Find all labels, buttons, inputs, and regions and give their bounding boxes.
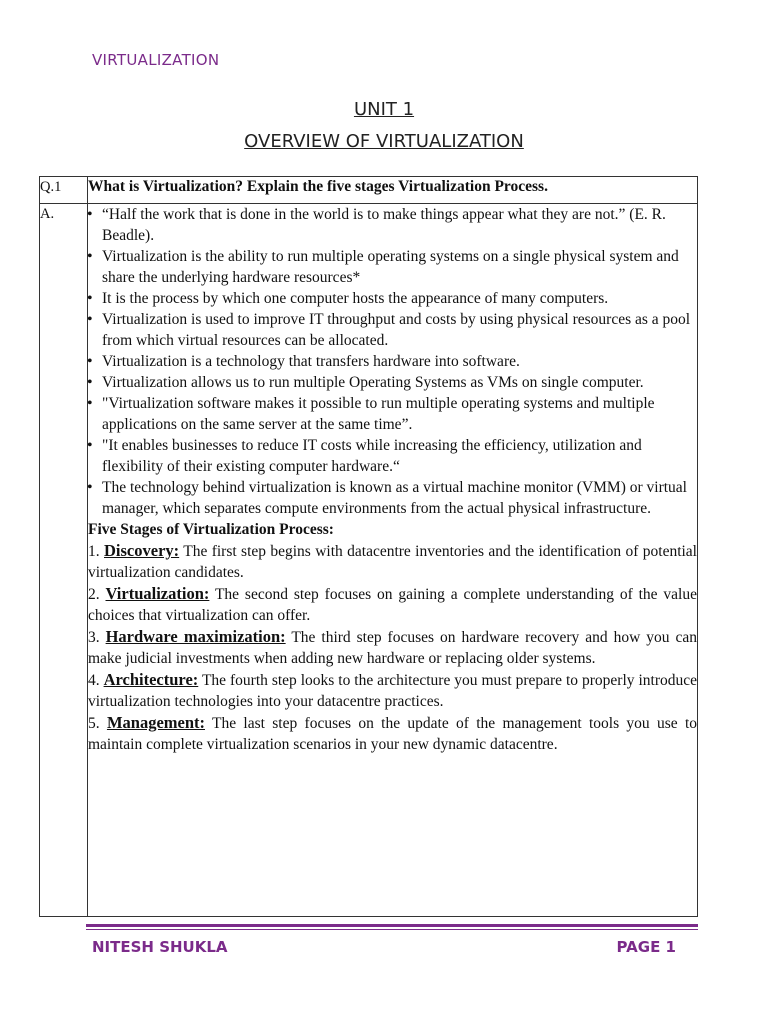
bullet-item: • Virtualization is used to improve IT throughput and costs by using physical resources as a pool from which virtual resources can be allocated. [98,309,697,351]
bullet-item: • "It enables businesses to reduce IT costs while increasing the efficiency, utilization and flexibility of their existing computer hardware.“ [98,435,697,477]
question-text: What is Virtualization? Explain the five stages Virtualization Process. [88,177,698,204]
bullet-item: • The technology behind virtualization is known as a virtual machine monitor (VMM) or virtual manager, which separates compute environments from the actual physical infrastructure. [98,477,697,519]
stage-number: 2. [88,586,106,604]
answer-body [88,204,698,917]
stage-item [88,712,697,755]
stage-text: The last step focuses on the update of the management tools you use to maintain complete virtualization scenarios in your new dynamic datacentre. [88,715,697,754]
stage-name: Hardware maximization: [105,627,286,647]
header-title: VIRTUALIZATION [92,51,220,69]
bullet-item: • “Half the work that is done in the world is to make things appear what they are not.” (E. R. Beadle). [98,204,697,246]
question-number: Q.1 [40,177,88,204]
stage-name: Discovery: [104,541,180,561]
stages-heading: Five Stages of Virtualization Process: [88,521,334,539]
stage-number: 4. [88,672,104,690]
stage-name: Virtualization: [105,584,210,604]
stage-text: The third step focuses on hardware recovery and how you can make judicial investments when adding new hardware or replacing older systems. [88,629,697,668]
footer-author: NITESH SHUKLA [92,938,228,956]
answer-label: A. [40,204,88,917]
bullet-item: • Virtualization is the ability to run multiple operating systems on a single physical system and share the underlying hardware resources* [98,246,697,288]
question-row [40,177,698,204]
footer-divider [86,924,698,927]
bullet-item: • It is the process by which one computer hosts the appearance of many computers. [98,288,697,309]
unit-title: UNIT 1 [353,99,415,120]
bullet-item: • Virtualization allows us to run multiple Operating Systems as VMs on single computer. [98,372,697,393]
stage-item [88,583,697,626]
stage-number: 5. [88,715,107,733]
stage-name: Architecture: [103,670,199,690]
stage-text: The second step focuses on gaining a complete understanding of the value choices that virtualization can offer. [88,586,697,625]
footer-divider-thin [86,929,698,930]
stage-item [88,626,697,669]
stage-item [88,669,697,712]
footer-page-number: PAGE 1 [616,938,676,956]
answer-row [40,204,698,917]
stage-name: Management: [106,713,205,733]
answer-bullet-list [88,204,697,519]
unit-subtitle: OVERVIEW OF VIRTUALIZATION [244,131,524,152]
stage-number: 1. [88,543,104,561]
qa-table [39,176,698,917]
stage-number: 3. [88,629,106,647]
stage-item [88,540,697,583]
bullet-item: • Virtualization is a technology that transfers hardware into software. [98,351,697,372]
bullet-item: • "Virtualization software makes it possible to run multiple operating systems and multiple applications on the same server at the same time”. [98,393,697,435]
stage-text: The first step begins with datacentre inventories and the identification of potential virtualization candidates. [88,543,697,582]
stage-text: The fourth step looks to the architecture you must prepare to properly introduce virtualization technologies into your datacentre practices. [88,672,697,711]
